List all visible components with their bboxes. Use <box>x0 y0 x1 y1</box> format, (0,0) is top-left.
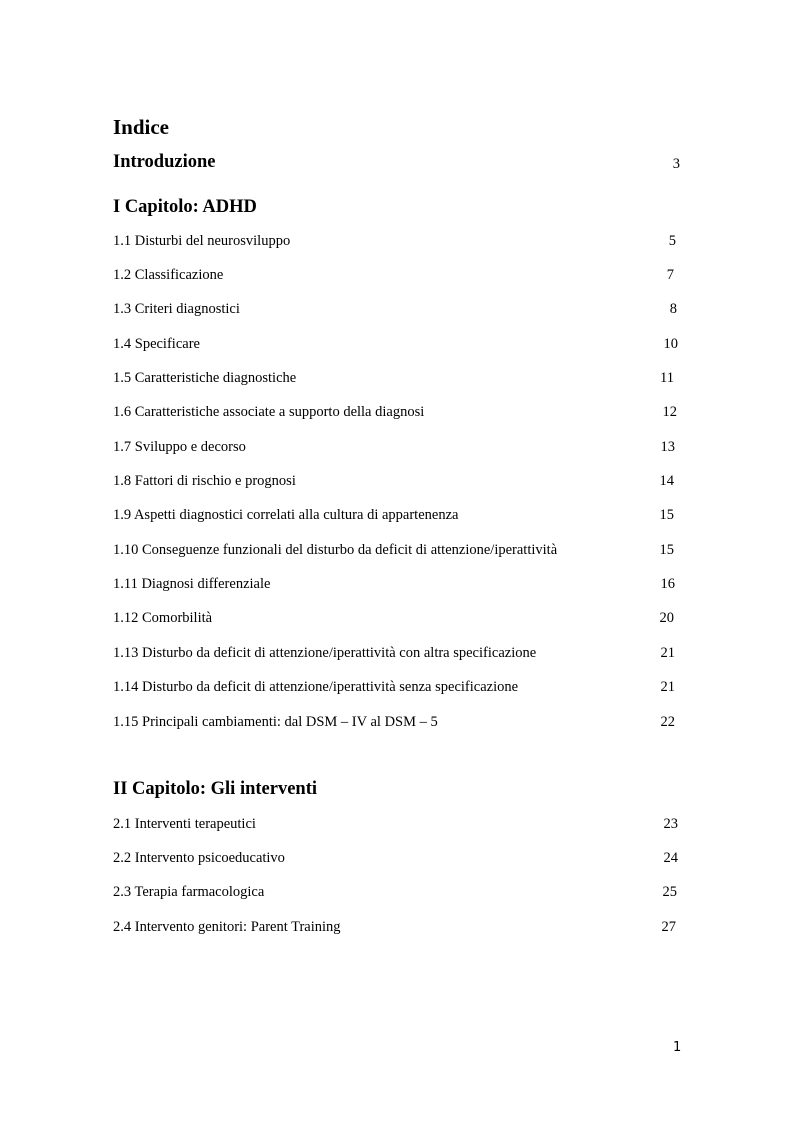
toc-entry-page: 25 <box>662 884 677 900</box>
toc-entry-label: 1.12 Comorbilità <box>113 610 213 626</box>
page-number: 1 <box>673 1040 682 1055</box>
toc-entry-label: 1.7 Sviluppo e decorso <box>113 439 246 455</box>
toc-entry-page: 10 <box>663 336 678 352</box>
toc-entry-label: 1.5 Caratteristiche diagnostiche <box>113 370 297 386</box>
toc-entry-label: 2.1 Interventi terapeutici <box>113 816 256 832</box>
toc-entry-label: 1.10 Conseguenze funzionali del disturbo da deficit di attenzione/iperattività <box>113 542 558 558</box>
toc-entry-label: 1.4 Specificare <box>113 336 200 352</box>
chapter-1-title: I Capitolo: ADHD <box>113 197 257 217</box>
toc-introduction-label: Introduzione <box>113 152 216 172</box>
toc-entry-page: 12 <box>662 404 677 420</box>
toc-entry-page: 15 <box>659 507 674 523</box>
toc-entry-label: 2.3 Terapia farmacologica <box>113 884 265 900</box>
toc-entry-page: 14 <box>659 473 674 489</box>
toc-entry-label: 1.14 Disturbo da deficit di attenzione/iperattività senza specificazione <box>113 679 519 695</box>
toc-entry-page: 11 <box>660 370 674 386</box>
toc-entry-page: 20 <box>659 610 674 626</box>
toc-entry-label: 1.6 Caratteristiche associate a supporto della diagnosi <box>113 404 425 420</box>
toc-entry-label: 1.9 Aspetti diagnostici correlati alla cultura di appartenenza <box>113 507 459 523</box>
toc-entry-page: 23 <box>663 816 678 832</box>
toc-entry-page: 13 <box>660 439 675 455</box>
toc-entry-page: 15 <box>659 542 674 558</box>
toc-entry-label: 1.8 Fattori di rischio e prognosi <box>113 473 296 489</box>
toc-entry-page: 7 <box>666 267 674 283</box>
toc-entry-page: 27 <box>661 919 676 935</box>
toc-entry-label: 2.2 Intervento psicoeducativo <box>113 850 285 866</box>
toc-entry-label: 1.2 Classificazione <box>113 267 224 283</box>
toc-entry-label: 1.1 Disturbi del neurosviluppo <box>113 233 291 249</box>
toc-entry-page: 21 <box>660 645 675 661</box>
toc-entry-page: 22 <box>660 714 675 730</box>
chapter-2-title: II Capitolo: Gli interventi <box>113 779 318 799</box>
toc-entry-page: 21 <box>660 679 675 695</box>
toc-entry-page: 24 <box>663 850 678 866</box>
toc-title: Indice <box>113 115 170 139</box>
toc-entry-label: 1.11 Diagnosi differenziale <box>113 576 271 592</box>
toc-entry-page: 5 <box>668 233 676 249</box>
toc-introduction-page: 3 <box>672 156 680 172</box>
toc-entry-label: 1.3 Criteri diagnostici <box>113 301 240 317</box>
toc-entry-label: 1.13 Disturbo da deficit di attenzione/iperattività con altra specificazione <box>113 645 537 661</box>
toc-entry-page: 16 <box>660 576 675 592</box>
toc-entry-label: 1.15 Principali cambiamenti: dal DSM – IV al DSM – 5 <box>113 714 438 730</box>
toc-entry-label: 2.4 Intervento genitori: Parent Training <box>113 919 341 935</box>
toc-entry-page: 8 <box>669 301 677 317</box>
